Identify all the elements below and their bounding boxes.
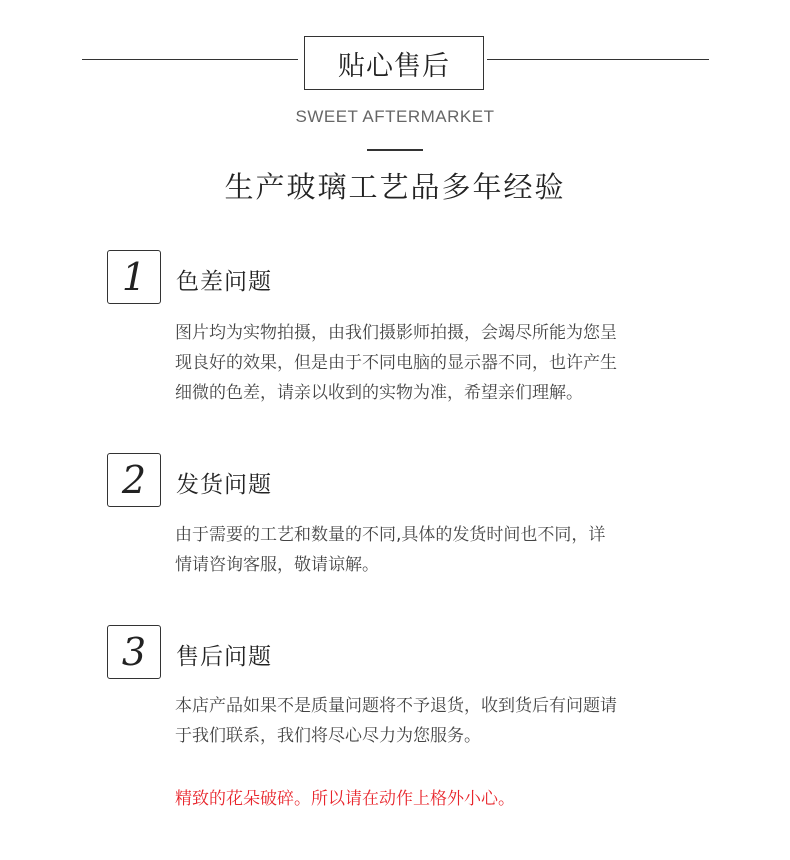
section-body-shipping xyxy=(175,520,665,580)
section-body-line: 本店产品如果不是质量问题将不予退货，收到货后有问题请 xyxy=(175,696,617,716)
subtitle-en: SWEET AFTERMARKET xyxy=(295,107,495,126)
headline: 生产玻璃工艺品多年经验 xyxy=(224,170,566,204)
section-title-after-sales: 售后问题 xyxy=(176,644,272,670)
section-body-line: 由于需要的工艺和数量的不同,具体的发货时间也不同，详 xyxy=(175,525,606,545)
header-rule-right xyxy=(487,59,709,60)
section-body-line: 于我们联系，我们将尽心尽力为您服务。 xyxy=(175,726,481,746)
section-number-1: 1 xyxy=(107,250,161,304)
section-title-shipping: 发货问题 xyxy=(176,472,272,498)
subtitle-underline xyxy=(367,149,423,151)
section-number-2: 2 xyxy=(107,453,161,507)
section-body-after-sales xyxy=(175,691,665,751)
section-number-3: 3 xyxy=(107,625,161,679)
fragile-notice: 精致的花朵破碎。所以请在动作上格外小心。 xyxy=(175,789,515,809)
section-body-line: 现良好的效果，但是由于不同电脑的显示器不同，也许产生 xyxy=(175,353,617,373)
section-body-line: 细微的色差，请亲以收到的实物为准，希望亲们理解。 xyxy=(175,383,583,403)
page-title: 贴心售后 xyxy=(338,50,450,82)
header-rule-left xyxy=(82,59,298,60)
section-body-line: 图片均为实物拍摄，由我们摄影师拍摄，会竭尽所能为您呈 xyxy=(175,323,617,343)
section-body-line: 情请咨询客服，敬请谅解。 xyxy=(175,555,379,575)
title-box xyxy=(304,36,484,90)
section-body-color-difference xyxy=(175,318,665,408)
section-title-color-difference: 色差问题 xyxy=(176,269,272,295)
